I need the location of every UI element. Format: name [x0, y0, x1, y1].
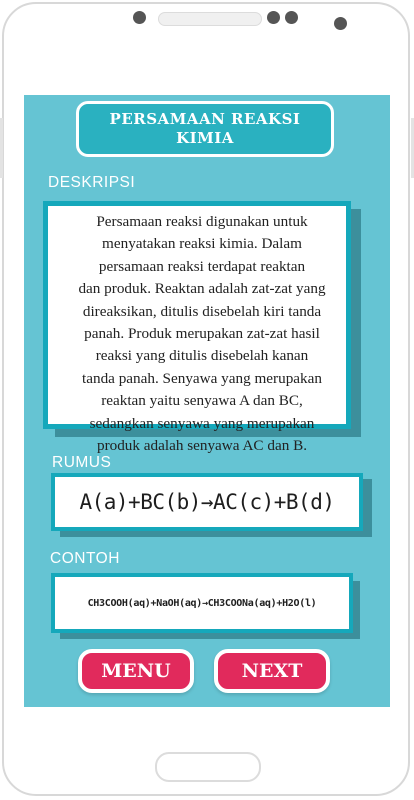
- front-camera-icon: [133, 11, 146, 24]
- description-line: persamaan reaksi terdapat reaktan: [98, 257, 306, 275]
- page-title: PERSAMAAN REAKSI KIMIA: [76, 101, 334, 157]
- description-label: DESKRIPSI: [48, 174, 136, 191]
- phone-speaker: [158, 12, 262, 26]
- description-line: panah. Produk merupakan zat-zat hasil: [84, 325, 320, 343]
- description-line: dan produk. Reaktan adalah zat-zat yang: [78, 280, 326, 298]
- formula-label: RUMUS: [52, 454, 112, 471]
- example-text: CH3COOH(aq)+NaOH(aq)→CH3COONa(aq)+H2O(l): [87, 597, 317, 609]
- description-line: direaksikan, ditulis disebelah kiri tanda: [82, 302, 322, 320]
- sensor-icon: [267, 11, 280, 24]
- app-screen: [24, 95, 390, 707]
- menu-button[interactable]: MENU: [78, 649, 194, 693]
- example-card: [51, 573, 353, 633]
- description-line: reaktan yaitu senyawa A dan BC,: [101, 392, 303, 410]
- description-line: Persamaan reaksi digunakan untuk: [96, 213, 308, 230]
- sensor-icon: [285, 11, 298, 24]
- description-line: produk adalah senyawa AC dan B.: [96, 437, 308, 455]
- home-button[interactable]: [155, 752, 261, 782]
- description-line: menyatakan reaksi kimia. Dalam: [102, 235, 302, 253]
- example-label: CONTOH: [50, 550, 120, 567]
- formula-card: [51, 473, 363, 531]
- formula-text: A(a)+BC(b)→AC(c)+B(d): [79, 490, 335, 514]
- description-text: [46, 211, 358, 457]
- sensor-icon: [334, 17, 347, 30]
- description-line: tanda panah. Senyawa yang merupakan: [82, 369, 322, 387]
- description-line: reaksi yang ditulis disebelah kanan: [95, 347, 309, 365]
- description-line: sedangkan senyawa yang merupakan: [89, 414, 315, 432]
- next-button[interactable]: NEXT: [214, 649, 330, 693]
- phone-side-button-left: [0, 118, 3, 178]
